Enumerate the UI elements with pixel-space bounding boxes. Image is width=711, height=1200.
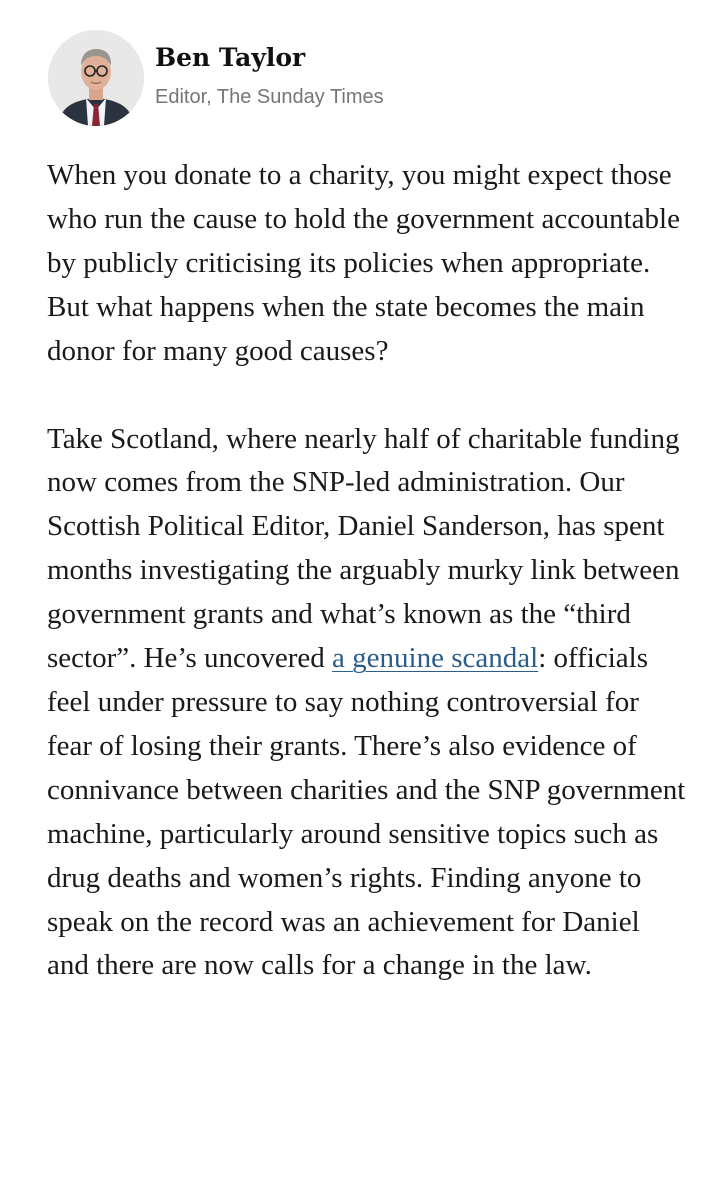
article-body xyxy=(47,154,687,988)
author-byline xyxy=(48,30,384,126)
author-avatar[interactable] xyxy=(48,30,144,126)
paragraph-text: Take Scotland, where nearly half of charitable funding now comes from the SNP-led administration. Our Scottish Political Editor, Daniel Sanderson, has spent months investigating the arguably murky link between government grants and what’s known as the “third sector”. He’s uncovered xyxy=(47,422,680,675)
article-paragraph-1: When you donate to a charity, you might expect those who run the cause to hold the government accountable by publicly criticising its policies when appropriate. But what happens when the state becomes the main donor for many good causes? xyxy=(47,159,680,367)
author-photo-icon xyxy=(48,30,144,126)
author-text xyxy=(155,43,384,110)
scandal-link[interactable]: a genuine scandal xyxy=(332,642,539,675)
author-role: Editor, The Sunday Times xyxy=(155,86,384,108)
paragraph-text: : officials feel under pressure to say nothing controversial for fear of losing their grants. There’s also evidence of connivance between charities and the SNP government machine, particularly around sensitive topics such as drug deaths and women’s rights. Finding anyone to speak on the record was an achievement for Daniel and there are now calls for a change in the law. xyxy=(47,642,686,982)
article-paragraph-2 xyxy=(47,418,687,989)
author-name[interactable]: Ben Taylor xyxy=(155,43,306,72)
